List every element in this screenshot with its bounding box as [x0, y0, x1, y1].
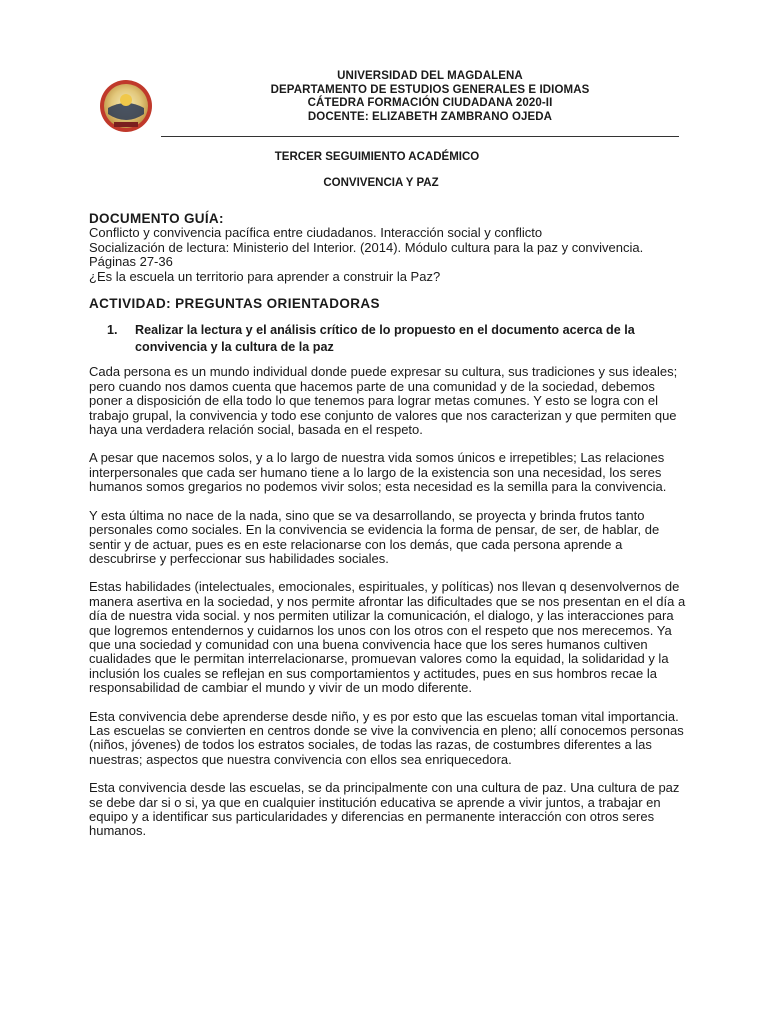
department-name: DEPARTAMENTO DE ESTUDIOS GENERALES E IDIOMAS: [270, 83, 590, 96]
body-paragraph: Esta convivencia debe aprenderse desde niño, y es por esto que las escuelas toman vital importancia. Las escuelas se convierten en centros donde se vive la convivencia en pleno; allí conocemos personas (niños, jóvenes) de todos los estratos sociales, de todas las razas, de costumbres diferentes a las nuestras; aspectos que nuestra convivencia con ellos sea enriquecedora.: [89, 708, 684, 767]
body-paragraph: Estas habilidades (intelectuales, emocionales, espirituales, y políticas) nos llevan q desenvolvernos de manera asertiva en la sociedad, y nos permite afrontar las dificultades que se nos presentan en el día a día de nuestra vida social. y nos permiten utilizar la comunicación, el dialogo, y las interacciones para que logremos entendernos y cuidarnos los unos con los otros con el respeto que nos merecemos. Ya que una sociedad y comunidad con una buena convivencia hace que los seres humanos cultiven cualidades que le permitan interrelacionarse, promuevan valores como la equidad, la solidaridad y la inclusión los cuales se reflejan en sus comportamientos y actitudes, pues en sus hombros recae la responsabilidad de cambiar el mundo y vivir de un modo diferente.: [89, 579, 686, 696]
guide-section: [89, 212, 689, 284]
document-title: TERCER SEGUIMIENTO ACADÉMICO: [274, 151, 480, 163]
guide-line: Socialización de lectura: Ministerio del Interior. (2014). Módulo cultura para la paz y convivencia. Páginas 27-36: [89, 239, 644, 270]
document-body: [89, 212, 689, 839]
guide-heading: DOCUMENTO GUÍA:: [89, 211, 224, 226]
university-logo: [98, 78, 154, 134]
item-number: 1.: [107, 323, 118, 338]
body-paragraph: Cada persona es un mundo individual donde puede expresar su cultura, sus tradiciones y sus ideales; pero cuando nos damos cuenta que hacemos parte de una comunidad y de la sociedad, debemos poner a disposición de ella todo lo que tenemos para lograr metas comunes. Y esto se logra con el trabajo grupal, la convivencia y todo ese conjunto de valores que nos caracterizan y que permiten que haya una verdadera relación social, basada en el respeto.: [89, 364, 678, 438]
activity-item: [89, 322, 689, 356]
body-paragraph: Y esta última no nace de la nada, sino que se va desarrollando, se proyecta y brinda frutos tanto personales como sociales. En la convivencia se evidencia la forma de pensar, de ser, de hablar, de sentir y de actuar, pues es en este relacionarse con los demás, que cada persona aprende a descubrirse y perfeccionar sus habilidades sociales.: [89, 507, 660, 566]
guide-question: ¿Es la escuela un territorio para aprender a construir la Paz?: [89, 268, 441, 284]
course-name: CÁTEDRA FORMACIÓN CIUDADANA 2020-II: [307, 97, 553, 109]
body-paragraph: Esta convivencia desde las escuelas, se da principalmente con una cultura de paz. Una cultura de paz se debe dar si o si, ya que en cualquier institución educativa se aprende a vivir juntos, a trabajar en equipo y a identificar sus particularidades y diferencias en permanente interacción con otros seres humanos.: [89, 780, 680, 839]
guide-line: Conflicto y convivencia pacífica entre ciudadanos. Interacción social y conflicto: [89, 225, 543, 241]
document-subtitle: CONVIVENCIA Y PAZ: [323, 177, 439, 189]
body-paragraph: A pesar que nacemos solos, y a lo largo de nuestra vida somos únicos e irrepetibles; Las relaciones interpersonales que cada ser humano tiene a lo largo de la existencia son una necesidad, los seres humanos somos gregarios no podemos vivir solos; esta necesidad es la semilla para la convivencia.: [89, 450, 667, 495]
header-divider: [161, 136, 679, 137]
item-text: Realizar la lectura y el análisis crítico de lo propuesto en el documento acerca de la convivencia y la cultura de la paz: [135, 323, 635, 355]
institution-header: [200, 70, 660, 124]
activity-heading: ACTIVIDAD: PREGUNTAS ORIENTADORAS: [89, 296, 380, 312]
university-name: UNIVERSIDAD DEL MAGDALENA: [337, 70, 523, 82]
teacher-name: DOCENTE: ELIZABETH ZAMBRANO OJEDA: [307, 110, 553, 123]
